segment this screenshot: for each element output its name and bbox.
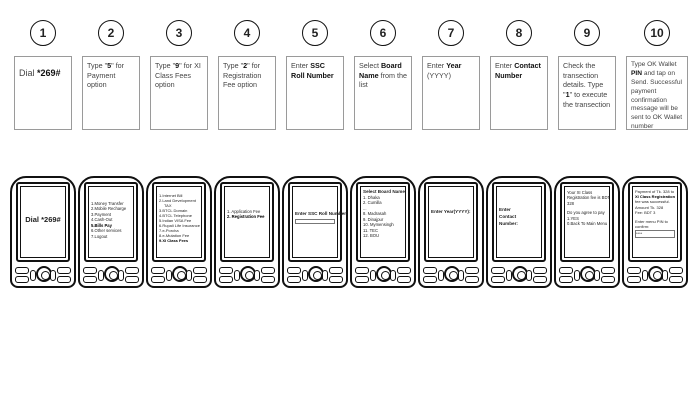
phone-screen-bezel	[356, 182, 410, 262]
soft-key-right	[193, 267, 207, 274]
call-key	[15, 276, 29, 283]
step-3	[150, 20, 208, 130]
message-line: Do you agree to pay	[567, 210, 605, 216]
phone-9	[554, 176, 620, 288]
nav-right-key	[186, 270, 192, 281]
phone-1	[10, 176, 76, 288]
nav-left-key	[302, 270, 308, 281]
list-item: ...	[363, 205, 367, 211]
soft-key-right	[465, 267, 479, 274]
menu-item: 6.Rupali Life Insurance	[159, 223, 200, 228]
input-field	[295, 219, 335, 224]
call-key	[151, 276, 165, 283]
phone-keypad	[219, 266, 275, 284]
end-key	[193, 276, 207, 283]
list-item: 2. Cumilla	[363, 200, 382, 206]
menu-item: 3.BTCL Domain	[159, 208, 188, 213]
step-10	[626, 20, 688, 130]
phone-screen-bezel	[152, 182, 206, 262]
menu-item: TAX	[164, 203, 172, 208]
nav-left-key	[370, 270, 376, 281]
phone-keypad	[83, 266, 139, 284]
step-instruction: Enter Year (YYYY)	[422, 56, 480, 130]
phone-keypad	[559, 266, 615, 284]
step-number: 3	[166, 20, 192, 46]
nav-right-key	[458, 270, 464, 281]
step-number: 7	[438, 20, 464, 46]
dial-code-text: Dial *269#	[25, 215, 61, 224]
nav-right-key	[50, 270, 56, 281]
message-line: Fee: BDT 3	[635, 209, 656, 215]
step-number: 5	[302, 20, 328, 46]
end-key	[601, 276, 615, 283]
nav-right-key	[254, 270, 260, 281]
phone-10	[622, 176, 688, 288]
phone-screen-bezel	[220, 182, 274, 262]
message-line: Registration fee is BDT	[567, 195, 611, 201]
phone-screen-bezel	[288, 182, 348, 262]
list-item: 9. Dinajpur	[363, 216, 384, 222]
nav-left-key	[506, 270, 512, 281]
nav-right-key	[594, 270, 600, 281]
prompt-text: Enter Year(YYYY):	[431, 209, 471, 214]
end-key	[533, 276, 547, 283]
menu-item: 5.Bills Pay	[91, 222, 112, 228]
message-line: fee was successful.	[635, 199, 670, 205]
message-line: confirm:	[635, 224, 650, 230]
phone-keypad	[151, 266, 207, 284]
menu-item: 7.Logout	[91, 233, 108, 239]
nav-left-key	[574, 270, 580, 281]
message-line: Your XI Class	[567, 190, 593, 195]
end-key	[261, 276, 275, 283]
soft-key-right	[601, 267, 615, 274]
menu-item: 1.Internet Bill	[159, 193, 183, 198]
end-key	[669, 276, 683, 283]
step-instruction: Dial *269#	[14, 56, 72, 130]
end-key	[125, 276, 139, 283]
step-instruction: Check the transection details. Type "1" to execute the transection	[558, 56, 616, 130]
nav-right-key	[118, 270, 124, 281]
phone-screen	[156, 186, 202, 258]
menu-item: 5.Indian VISA Fee	[159, 218, 192, 223]
soft-key-left	[559, 267, 573, 274]
phone-screen	[20, 186, 66, 258]
prompt-text: Enter SSC Roll Number:	[295, 211, 348, 216]
end-key	[57, 276, 71, 283]
nav-left-key	[30, 270, 36, 281]
soft-key-left	[423, 267, 437, 274]
phone-5	[282, 176, 348, 288]
list-item: 12. BOU	[363, 233, 380, 239]
nav-left-key	[166, 270, 172, 281]
list-item: 10. Mymensingh	[363, 222, 394, 228]
list-item: 8. Madrasah	[363, 211, 387, 217]
step-7	[422, 20, 480, 130]
phone-screen	[428, 186, 474, 258]
call-key	[559, 276, 573, 283]
menu-item: 8.e-Mutation Fee	[159, 233, 190, 238]
message-line: 0.Back To Main Menu	[567, 221, 608, 227]
step-number: 10	[644, 20, 670, 46]
message-line: Payment of Tk. 328 to	[635, 189, 675, 194]
nav-right-key	[322, 270, 328, 281]
phone-screen-bezel	[84, 182, 138, 262]
phone-screen-bezel	[628, 182, 682, 262]
menu-item: 9.XI Class Fees	[159, 238, 189, 243]
message-line: Amount Tk. 328	[635, 204, 664, 210]
step-6	[354, 20, 412, 130]
step-number: 4	[234, 20, 260, 46]
step-number: 2	[98, 20, 124, 46]
soft-key-right	[329, 267, 343, 274]
list-title: Select Board Name	[363, 189, 405, 194]
menu-item: 2.Land Development	[159, 198, 196, 203]
step-instruction: Enter Contact Number	[490, 56, 548, 130]
soft-key-left	[627, 267, 641, 274]
step-instruction: Type "5" for Payment option	[82, 56, 140, 130]
menu-item: 3.Payment	[91, 211, 112, 217]
call-key	[287, 276, 301, 283]
soft-key-right	[533, 267, 547, 274]
phone-7	[418, 176, 484, 288]
phone-screen	[496, 186, 542, 258]
phone-screen-bezel	[424, 182, 478, 262]
nav-left-key	[438, 270, 444, 281]
phone-screen	[88, 186, 134, 258]
menu-item: 2.Mobile Recharge	[91, 206, 127, 212]
menu-item: 2. Registration Fee	[227, 214, 265, 220]
step-9	[558, 20, 616, 130]
call-key	[355, 276, 369, 283]
nav-right-key	[390, 270, 396, 281]
step-8	[490, 20, 548, 130]
phone-screen	[224, 186, 270, 258]
phone-keypad	[627, 266, 683, 284]
phone-keypad	[491, 266, 547, 284]
menu-item: 1. Application Fee	[227, 209, 261, 214]
phone-screen-bezel	[16, 182, 70, 262]
call-key	[627, 276, 641, 283]
phone-screen-bezel	[492, 182, 546, 262]
phone-screen	[632, 186, 678, 258]
phone-8	[486, 176, 552, 288]
phone-screen	[292, 186, 348, 258]
nav-right-key	[526, 270, 532, 281]
end-key	[329, 276, 343, 283]
message-line: 328	[567, 200, 574, 206]
phone-keypad	[423, 266, 479, 284]
soft-key-left	[15, 267, 29, 274]
end-key	[397, 276, 411, 283]
soft-key-left	[219, 267, 233, 274]
list-item: 11. TEC	[363, 227, 378, 233]
step-instruction: Type "2" for Registration Fee option	[218, 56, 276, 130]
step-4	[218, 20, 276, 130]
menu-item: 4.BTCL Telephone	[159, 213, 192, 218]
phone-screen	[360, 186, 406, 258]
menu-item: 7.e-Porcha	[159, 228, 179, 233]
soft-key-right	[125, 267, 139, 274]
phone-3	[146, 176, 212, 288]
phone-screen-bezel	[560, 182, 614, 262]
phone-keypad	[15, 266, 71, 284]
step-number: 9	[574, 20, 600, 46]
step-instruction: Type "9" for XI Class Fees option	[150, 56, 208, 130]
nav-left-key	[642, 270, 648, 281]
soft-key-right	[57, 267, 71, 274]
soft-key-left	[491, 267, 505, 274]
prompt-text: Enter Contact Number:	[499, 207, 518, 226]
call-key	[219, 276, 233, 283]
phone-6	[350, 176, 416, 288]
message-line: XI Class Registration	[635, 194, 676, 200]
call-key	[423, 276, 437, 283]
soft-key-left	[355, 267, 369, 274]
soft-key-left	[151, 267, 165, 274]
step-instruction: Enter SSC Roll Number	[286, 56, 344, 130]
menu-item: 4.Cash-Out	[91, 217, 113, 223]
end-key	[465, 276, 479, 283]
list-item: 1. Dhaka	[363, 194, 380, 200]
menu-item: 6.Other services	[91, 228, 122, 234]
soft-key-right	[669, 267, 683, 274]
step-instruction: Type OK Wallet PIN and tap on Send. Successful payment confirmation message will be sent to OK Wallet number	[626, 56, 688, 130]
phone-keypad	[287, 266, 343, 284]
phone-4	[214, 176, 280, 288]
pin-field: ****	[635, 230, 675, 237]
phone-screen	[564, 186, 610, 258]
step-2	[82, 20, 140, 130]
soft-key-left	[287, 267, 301, 274]
nav-right-key	[662, 270, 668, 281]
step-number: 6	[370, 20, 396, 46]
menu-item: 1.Money Transfer	[91, 201, 124, 206]
soft-key-right	[261, 267, 275, 274]
phone-keypad	[355, 266, 411, 284]
call-key	[83, 276, 97, 283]
step-instruction: Select Board Name from the list	[354, 56, 412, 130]
step-number: 8	[506, 20, 532, 46]
step-1	[14, 20, 72, 130]
soft-key-right	[397, 267, 411, 274]
message-line: 1.YES	[567, 215, 579, 221]
call-key	[491, 276, 505, 283]
phone-2	[78, 176, 144, 288]
nav-left-key	[234, 270, 240, 281]
message-line: Enter menu PIN to	[635, 218, 668, 224]
nav-left-key	[98, 270, 104, 281]
step-5	[286, 20, 344, 130]
soft-key-left	[83, 267, 97, 274]
step-number: 1	[30, 20, 56, 46]
